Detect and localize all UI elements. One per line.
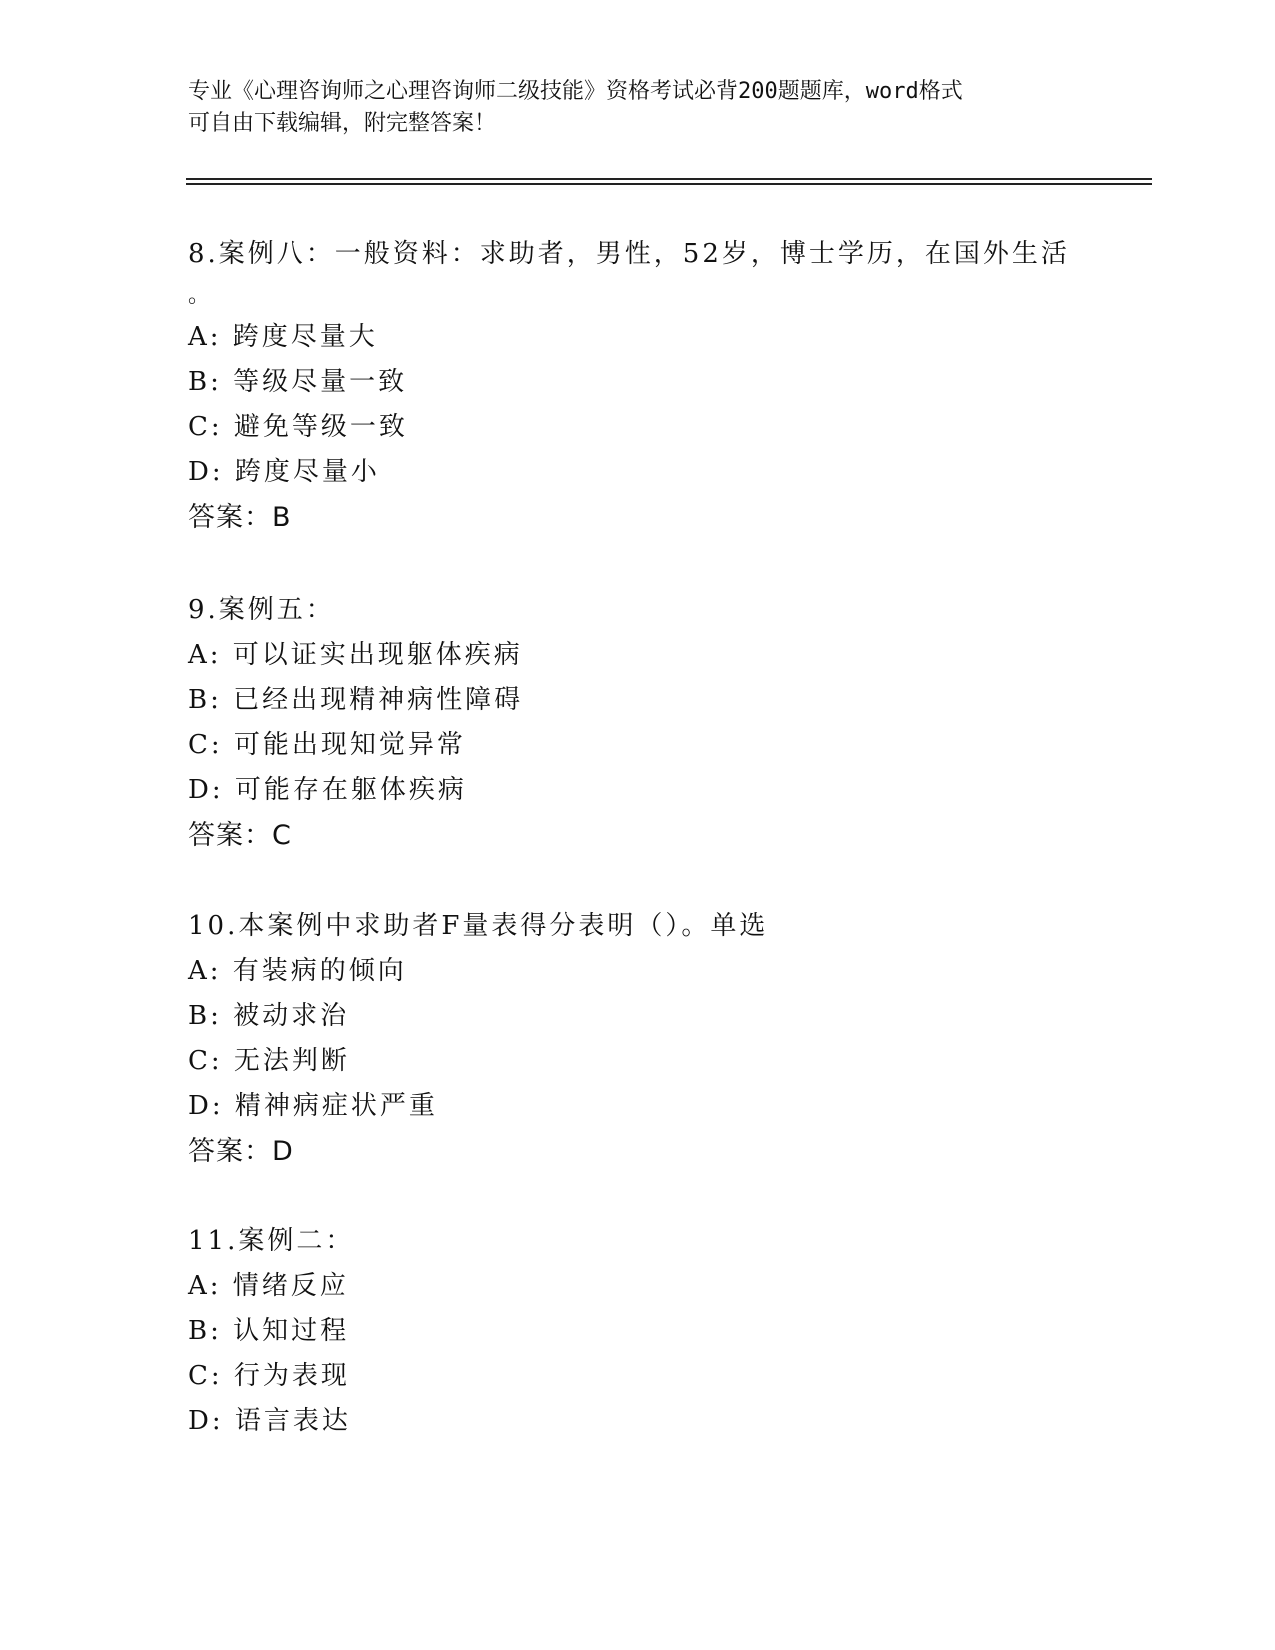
option-a: A: 有装病的倾向 (188, 956, 407, 986)
question-stem: 11.案例二： (188, 1226, 355, 1256)
question-10 (188, 904, 1148, 1175)
question-8 (188, 232, 1148, 541)
option-c: C: 无法判断 (188, 1046, 350, 1076)
option-b: B: 等级尽量一致 (188, 367, 408, 397)
option-a: A: 情绪反应 (188, 1271, 349, 1301)
option-c: C: 行为表现 (188, 1361, 350, 1391)
header-line-1: 专业《心理咨询师之心理咨询师二级技能》资格考试必背200题题库，word格式 (188, 79, 963, 104)
question-stem-continuation: 。 (188, 283, 211, 308)
option-d: D: 精神病症状严重 (188, 1091, 438, 1121)
option-c: C: 可能出现知觉异常 (188, 730, 466, 760)
option-d: D: 语言表达 (188, 1406, 351, 1436)
answer: 答案：C (188, 820, 292, 851)
answer: 答案：B (188, 502, 292, 533)
header-divider-bottom (186, 183, 1152, 185)
question-11 (188, 1219, 1148, 1444)
question-stem: 9.案例五： (188, 595, 335, 625)
answer: 答案：D (188, 1136, 294, 1167)
question-9 (188, 588, 1148, 859)
option-c: C: 避免等级一致 (188, 412, 408, 442)
option-a: A: 跨度尽量大 (188, 322, 378, 352)
document-header (188, 76, 1088, 140)
option-a: A: 可以证实出现躯体疾病 (188, 640, 523, 670)
option-b: B: 被动求治 (188, 1001, 350, 1031)
option-b: B: 已经出现精神病性障碍 (188, 685, 524, 715)
option-b: B: 认知过程 (188, 1316, 350, 1346)
option-d: D: 跨度尽量小 (188, 457, 380, 487)
question-stem: 10.本案例中求助者F量表得分表明（）。单选 (188, 911, 769, 941)
question-stem: 8.案例八：一般资料：求助者，男性，52岁，博士学历，在国外生活 (188, 239, 1070, 269)
option-d: D: 可能存在躯体疾病 (188, 775, 467, 805)
header-line-2: 可自由下载编辑，附完整答案！ (188, 111, 497, 136)
header-divider-top (186, 178, 1152, 180)
